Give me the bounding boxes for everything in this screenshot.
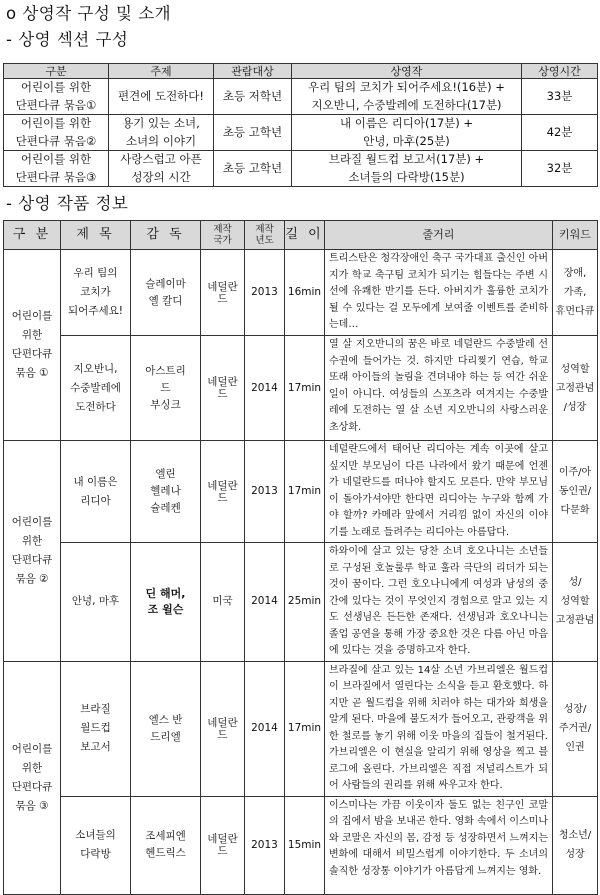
- film-keyword: 성역할 고정관념 /성장: [553, 336, 598, 441]
- col-header-films: 상영작: [292, 64, 522, 79]
- film-director: 엘린 헬레나 슐레켄: [131, 441, 201, 543]
- section-audience: 초등 저학년: [214, 79, 292, 115]
- works-table: [3, 220, 598, 895]
- film-keyword: 장애, 가족, 휴먼다큐: [553, 250, 598, 336]
- section-heading: - 상영 섹션 구성: [6, 30, 129, 49]
- film-length: 17min: [285, 336, 325, 441]
- film-length: 15min: [285, 796, 325, 894]
- section-group: 어린이를 위한 단편다큐 묶음③: [4, 151, 109, 187]
- col-header-country: 제작 국가: [201, 221, 245, 250]
- film-synopsis: 열 살 지오반니의 꿈은 바로 네덜란드 수중발레 선수권에 들어가는 것. 하지만 다리찢기 연습, 학교 또래 아이들의 놀림을 견뎌내야 하는 등 여간 쉬운 일이 아니다. 여성들의 스포츠라 여겨지는 수중발레에 도전하는 열 살 소년 지오반니의 사랑스러운 초상화.: [325, 336, 553, 441]
- section-group: 어린이를 위한 단편다큐 묶음①: [4, 79, 109, 115]
- group-label: 어린이를 위한 단편다큐 묶음 ③: [4, 661, 61, 894]
- group-label: 어린이를 위한 단편다큐 묶음 ②: [4, 441, 61, 662]
- film-director: 슬레이마 옐 칼디: [131, 250, 201, 336]
- film-title: 우리 팀의 코치가 되어주세요!: [61, 250, 131, 336]
- col-header-title: 제 목: [61, 221, 131, 250]
- film-director: 아스트리 드 부싱크: [131, 336, 201, 441]
- table-row: [4, 661, 598, 796]
- col-header-director: 감 독: [131, 221, 201, 250]
- film-synopsis: 네덜란드에서 태어난 리디아는 계속 이곳에 살고 싶지만 부모님이 다른 나라에서 왔기 때문에 언젠가 네덜란드를 떠나야 할지도 모른다. 만약 부모님이 돌아가셔야만 한다면 리디아는 누구와 함께 가야 할까? 카메라 앞에서 거리낌 없이 자신의 이야기를 노래로 들려주는 리디아는 아름답다.: [325, 441, 553, 543]
- section-group: 어린이를 위한 단편다큐 묶음②: [4, 115, 109, 151]
- film-year: 2013: [245, 796, 285, 894]
- film-title: 내 이름은 리디아: [61, 441, 131, 543]
- table-row: [4, 796, 598, 894]
- table-row: [4, 543, 598, 662]
- section-time: 33분: [522, 79, 598, 115]
- table-row: [4, 79, 598, 115]
- film-country: 네덜란 드: [201, 796, 245, 894]
- section-time: 42분: [522, 115, 598, 151]
- film-director: 엘스 반 드리엘: [131, 661, 201, 796]
- film-length: 16min: [285, 250, 325, 336]
- film-synopsis: 하와이에 살고 있는 당찬 소녀 호오나니는 소년들로 구성된 호놀룰루 학교 훌라 극단의 리더가 되는 것이 꿈이다. 그런 호오나니에게 여성과 남성의 중간에 있다는 것이 무엇인지 경험으로 알고 있는 지도 선생님은 든든한 존재다. 선생님과 호오나니는 졸업 공연을 통해 가장 중요한 것은 다름 아닌 마음에 있다는 것을 증명하고자 한다.: [325, 543, 553, 662]
- film-synopsis: 트리스탄은 청각장애인 축구 국가대표 출신인 아버지가 학교 축구팀 코치가 되기는 힘들다는 주변 시선에 유쾌한 반기를 든다. 아버지가 훌륭한 코치가 될 수 있다는 걸 모두에게 보여줄 이벤트를 준비하는데…: [325, 250, 553, 336]
- col-header-length: 길 이: [285, 221, 325, 250]
- col-header-time: 상영시간: [522, 64, 598, 79]
- film-keyword: 성장/ 주거권/ 인권: [553, 661, 598, 796]
- section-time: 32분: [522, 151, 598, 187]
- film-title: 소녀들의 다락방: [61, 796, 131, 894]
- group-label: 어린이를 위한 단편다큐 묶음 ①: [4, 250, 61, 441]
- film-title: 안녕, 마후: [61, 543, 131, 662]
- film-country: 네덜란 드: [201, 661, 245, 796]
- col-header-audience: 관람대상: [214, 64, 292, 79]
- film-length: 17min: [285, 661, 325, 796]
- col-header-theme: 주제: [109, 64, 214, 79]
- section-audience: 초등 고학년: [214, 151, 292, 187]
- col-header-synopsis: 줄거리: [325, 221, 553, 250]
- film-year: 2014: [245, 336, 285, 441]
- works-header-row: [4, 221, 598, 250]
- film-country: 네덜란 드: [201, 250, 245, 336]
- film-year: 2013: [245, 441, 285, 543]
- section-films: 브라질 월드컵 보고서(17분) + 소녀들의 다락방(15분): [292, 151, 522, 187]
- col-header-keyword: 키워드: [553, 221, 598, 250]
- sections-table: [3, 63, 598, 187]
- film-year: 2014: [245, 543, 285, 662]
- film-year: 2013: [245, 250, 285, 336]
- film-synopsis: 이스미나는 가끔 이웃이자 둘도 없는 친구인 코말의 집에서 밤을 보내곤 한다. 영화 속에서 이스미나와 코말은 자신의 몸, 감정 등 성장하면서 느껴지는 변화에 대해서 비밀스럽게 이야기한다. 두 소녀의 솔직한 성장통 이야기가 아름답게 느껴지는 영화.: [325, 796, 553, 894]
- table-row: [4, 115, 598, 151]
- film-keyword: 이주/아 동인권/ 다문화: [553, 441, 598, 543]
- col-header-group: 구 분: [4, 221, 61, 250]
- film-country: 네덜란 드: [201, 336, 245, 441]
- table-row: [4, 441, 598, 543]
- film-director: 딘 해머, 조 윌슨: [131, 543, 201, 662]
- film-country: 미국: [201, 543, 245, 662]
- section-theme: 편견에 도전하다!: [109, 79, 214, 115]
- table-row: [4, 336, 598, 441]
- table-row: [4, 151, 598, 187]
- col-header-year: 제작 년도: [245, 221, 285, 250]
- section-films: 우리 팀의 코치가 되어주세요!(16분) + 지오반니, 수중발레에 도전하다(17분): [292, 79, 522, 115]
- sections-header-row: [4, 64, 598, 79]
- film-year: 2014: [245, 661, 285, 796]
- section-theme: 사랑스럽고 아픈 성장의 시간: [109, 151, 214, 187]
- film-keyword: 청소년/ 성장: [553, 796, 598, 894]
- section-films: 내 이름은 리디아(17분) + 안녕, 마후(25분): [292, 115, 522, 151]
- film-length: 17min: [285, 441, 325, 543]
- film-title: 브라질 월드컵 보고서: [61, 661, 131, 796]
- film-director: 조세피엔 헨드릭스: [131, 796, 201, 894]
- works-heading: - 상영 작품 정보: [6, 194, 129, 213]
- section-audience: 초등 고학년: [214, 115, 292, 151]
- section-theme: 용기 있는 소녀, 소녀의 이야기: [109, 115, 214, 151]
- table-row: [4, 250, 598, 336]
- col-header-group: 구분: [4, 64, 109, 79]
- film-keyword: 성/ 성역할 고정관념: [553, 543, 598, 662]
- film-country: 네덜란 드: [201, 441, 245, 543]
- film-synopsis: 브라질에 살고 있는 14살 소년 가브리엘은 월드컵이 브라질에서 열린다는 소식을 듣고 환호했다. 하지만 곧 월드컵을 위해 치러야 하는 대가와 희생을 알게 된다. 마을에 불도저가 들어오고, 관광객을 위한 철로를 놓기 위해 이웃 마을의 집들이 철거된다. 가브리엘은 이 현실을 알리기 위해 영상을 찍고 블로그에 올린다. 가브리엘은 직접 저널리스트가 되어 사람들의 권리를 위해 싸우고자 한다.: [325, 661, 553, 796]
- film-length: 25min: [285, 543, 325, 662]
- main-heading: o 상영작 구성 및 소개: [6, 4, 172, 23]
- film-title: 지오반니, 수중발레에 도전하다: [61, 336, 131, 441]
